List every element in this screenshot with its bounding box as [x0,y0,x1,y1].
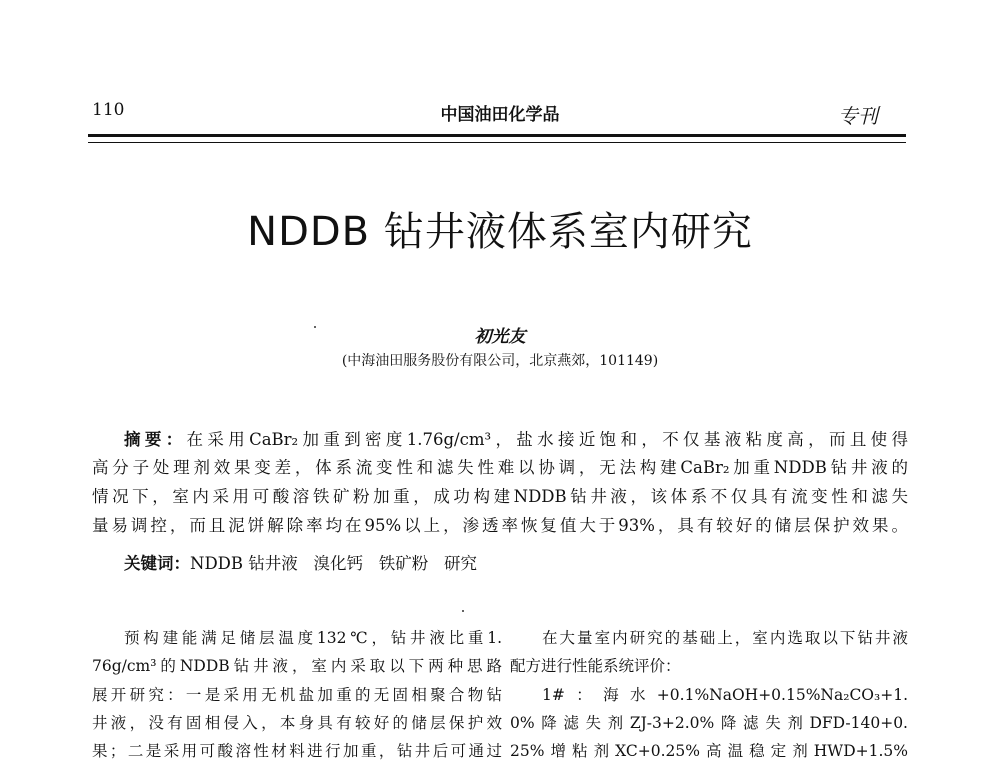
abstract-line-4: 量易调控，而且泥饼解除率均在95%以上，渗透率恢复值大于93%，具有较好的储层保护效果。 [92,516,908,535]
body-right-line: 配方进行性能系统评价： [510,657,681,675]
page-number: 110 [92,100,125,120]
body-right-line: 0%降滤失剂ZJ-3+2.0%降滤失剂DFD-140+0. [510,714,908,732]
abstract-text-1: 在采用CaBr₂加重到密度1.76g/cm³，盐水接近饱和，不仅基液粘度高，而且使得 [186,430,909,449]
author: 初光友 [474,327,526,347]
issue-tag: 专刊 [838,104,878,128]
body-right-line: 在大量室内研究的基础上，室内选取以下钻井液 [542,629,908,647]
keyword: NDDB 钻井液 [190,554,298,573]
keyword: 溴化钙 [313,554,364,573]
abstract-label: 摘要： [124,430,187,449]
abstract-line-3: 情况下，室内采用可酸溶铁矿粉加重，成功构建NDDB钻井液，该体系不仅具有流变性和滤失 [92,487,908,506]
body-right-line: 25%增粘剂XC+0.25%高温稳定剂HWD+1.5% [510,742,908,760]
header-rule-thick [88,134,906,137]
body-right-line: 1#：海水+0.1%NaOH+0.15%Na₂CO₃+1. [542,686,908,704]
stray-dot [462,610,464,612]
header-rule-thin [88,142,906,143]
body-left-line: 76g/cm³的NDDB钻井液，室内采取以下两种思路 [92,657,502,675]
keywords-label: 关键词： [124,554,190,573]
body-left-line: 展开研究：一是采用无机盐加重的无固相聚合物钻 [92,686,502,704]
body-left-line: 预构建能满足储层温度132℃，钻井液比重1. [124,629,502,647]
keyword: 研究 [444,554,478,573]
abstract-line-2: 高分子处理剂效果变差，体系流变性和滤失性难以协调，无法构建CaBr₂加重NDDB钻井液的 [92,458,908,477]
affiliation: (中海油田服务股份有限公司，北京燕郊，101149) [341,353,659,369]
body-left-line: 井液，没有固相侵入，本身具有较好的储层保护效 [92,714,502,732]
abstract-line-1 [124,428,908,452]
body-left-line: 果；二是采用可酸溶性材料进行加重，钻井后可通过 [92,742,502,760]
paper-title: NDDB 钻井液体系室内研究 [247,209,753,255]
keyword: 铁矿粉 [378,554,429,573]
journal-name: 中国油田化学品 [440,105,560,125]
keywords [124,550,477,574]
